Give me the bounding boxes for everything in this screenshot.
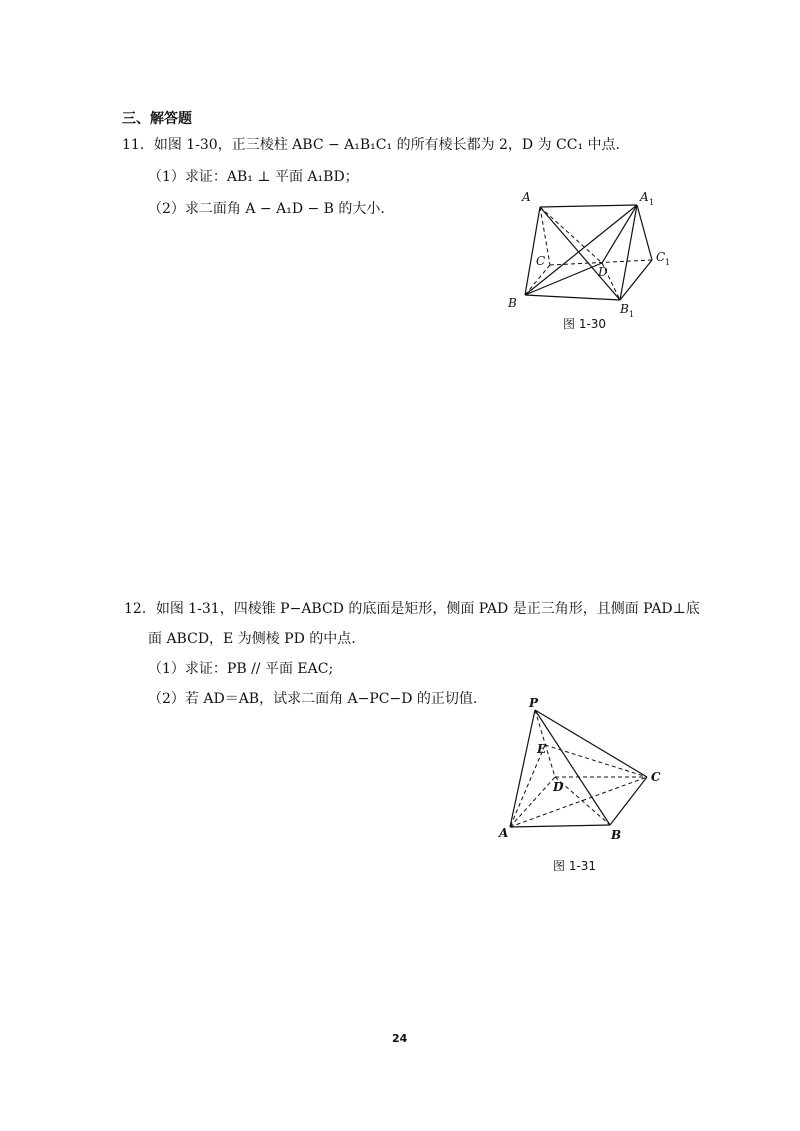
edge-a-b xyxy=(525,207,540,295)
section-heading: 三、解答题 xyxy=(122,111,192,127)
edge-p-b xyxy=(535,710,610,825)
q11-part1: （1）求证：AB₁ ⊥ 平面 A₁BD； xyxy=(148,169,359,185)
label-B: B xyxy=(611,828,622,842)
hidden-a-d xyxy=(510,777,555,827)
hidden-a-d xyxy=(540,207,602,263)
edge-c1-b1 xyxy=(620,260,652,300)
q12-statement-line2: 面 ABCD，E 为侧棱 PD 的中点. xyxy=(148,631,356,647)
label-B: B xyxy=(508,296,517,310)
q11-part2: （2）求二面角 A − A₁D − B 的大小. xyxy=(148,201,385,217)
edge-a-a1 xyxy=(540,205,637,207)
q11-figure-caption: 图 1-30 xyxy=(563,317,607,331)
edge-p-a xyxy=(510,710,535,827)
label-D: D xyxy=(598,265,608,279)
edge-b-a1 xyxy=(525,205,637,295)
edge-a1-c1 xyxy=(637,205,652,260)
label-D: D xyxy=(553,780,564,794)
q12-part1: （1）求证：PB // 平面 EAC; xyxy=(148,661,334,677)
label-C1: C xyxy=(656,250,666,264)
figure-1-30 xyxy=(500,185,680,335)
label-A: A xyxy=(522,190,531,204)
page-number: 24 xyxy=(392,1032,408,1045)
edge-b-b1 xyxy=(525,295,620,300)
hidden-e-c xyxy=(545,745,647,777)
q12-part2: （2）若 AD＝AB，试求二面角 A−PC−D 的正切值. xyxy=(148,691,478,707)
label-C1-sub: 1 xyxy=(665,258,671,267)
edge-b-c xyxy=(610,777,647,825)
figure-1-31 xyxy=(495,695,670,845)
hidden-e-a xyxy=(510,745,545,827)
label-A1: A xyxy=(640,190,649,204)
hidden-a-c xyxy=(510,777,647,827)
q11-statement: 11．如图 1-30，正三棱柱 ABC − A₁B₁C₁ 的所有棱长都为 2，D 为 CC₁ 中点. xyxy=(122,137,620,153)
label-B1-sub: 1 xyxy=(629,310,635,319)
edge-a-b xyxy=(510,825,610,827)
label-C: C xyxy=(651,770,661,784)
label-C: C xyxy=(536,254,546,268)
label-A: A xyxy=(499,826,509,840)
label-E: E xyxy=(537,742,547,756)
label-A1-sub: 1 xyxy=(649,198,655,207)
label-P: P xyxy=(529,696,539,710)
q12-figure-caption: 图 1-31 xyxy=(553,859,597,873)
label-B1: B xyxy=(620,302,629,316)
q12-statement-line1: 12．如图 1-31，四棱锥 P−ABCD 的底面是矩形，侧面 PAD 是正三角形，且侧面 PAD⊥底 xyxy=(124,601,700,617)
